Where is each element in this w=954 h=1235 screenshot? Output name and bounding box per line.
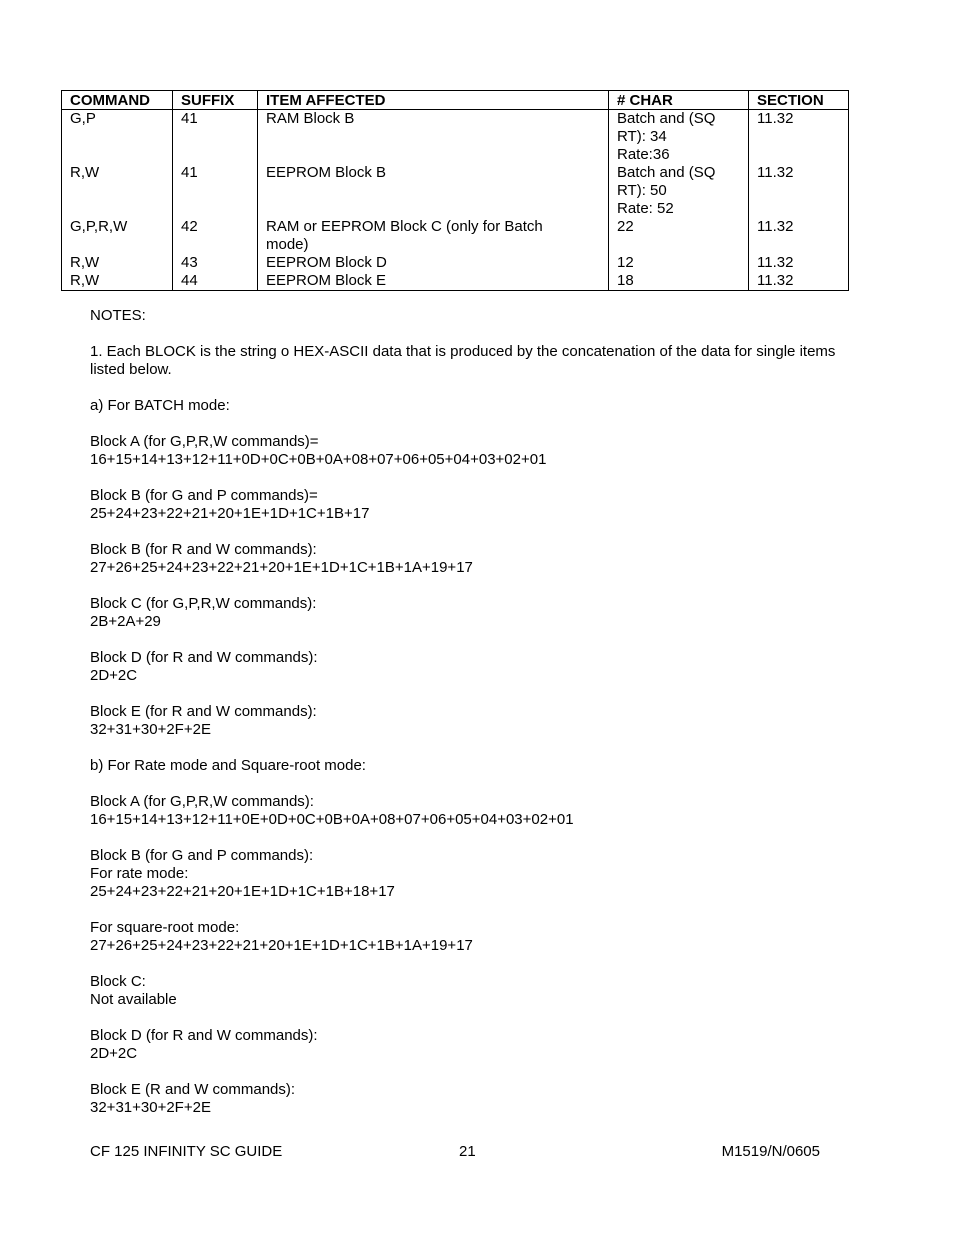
note-block-a-rate: Block A (for G,P,R,W commands): 16+15+14+13+12+11+0E+0D+0C+0B+0A+08+07+06+05+04+03+02+01 xyxy=(90,793,574,828)
cell-command: G,P,R,W xyxy=(62,218,173,254)
note-subheading-batch: a) For BATCH mode: xyxy=(90,397,230,414)
cell-suffix: 41 xyxy=(173,164,258,218)
table-row xyxy=(62,164,849,218)
table-row xyxy=(62,110,849,165)
cell-command: R,W xyxy=(62,272,173,291)
cell-char-count: 22 xyxy=(609,218,749,254)
note-block-b-gp-batch: Block B (for G and P commands)= 25+24+23+22+21+20+1E+1D+1C+1B+17 xyxy=(90,487,370,522)
note-paragraph: 1. Each BLOCK is the string o HEX-ASCII data that is produced by the concatenation of the data for single items listed below. xyxy=(90,343,836,378)
cell-char-count: Batch and (SQ RT): 50 Rate: 52 xyxy=(609,164,749,218)
cell-suffix: 41 xyxy=(173,110,258,165)
cell-command: G,P xyxy=(62,110,173,165)
note-block-c-rate: Block C: Not available xyxy=(90,973,177,1008)
table-row xyxy=(62,254,849,272)
cell-item-affected: EEPROM Block E xyxy=(258,272,609,291)
header-section: SECTION xyxy=(749,91,849,110)
notes-heading: NOTES: xyxy=(90,307,146,324)
cell-section: 11.32 xyxy=(749,254,849,272)
command-table xyxy=(61,90,849,291)
notes-section xyxy=(90,307,850,1135)
note-subheading-rate: b) For Rate mode and Square-root mode: xyxy=(90,757,366,774)
note-block-e-batch: Block E (for R and W commands): 32+31+30+2F+2E xyxy=(90,703,317,738)
note-block-b-rw-batch: Block B (for R and W commands): 27+26+25+24+23+22+21+20+1E+1D+1C+1B+1A+19+17 xyxy=(90,541,473,576)
note-block-a-batch: Block A (for G,P,R,W commands)= 16+15+14+13+12+11+0D+0C+0B+0A+08+07+06+05+04+03+02+01 xyxy=(90,433,547,468)
cell-section: 11.32 xyxy=(749,110,849,165)
header-command: COMMAND xyxy=(62,91,173,110)
footer-document-code: M1519/N/0605 xyxy=(721,1143,820,1160)
cell-char-count: Batch and (SQ RT): 34 Rate:36 xyxy=(609,110,749,165)
page-footer xyxy=(90,1143,820,1161)
cell-suffix: 44 xyxy=(173,272,258,291)
cell-command: R,W xyxy=(62,164,173,218)
cell-item-affected: RAM Block B xyxy=(258,110,609,165)
header-suffix: SUFFIX xyxy=(173,91,258,110)
note-block-d-batch: Block D (for R and W commands): 2D+2C xyxy=(90,649,318,684)
table-header-row xyxy=(62,91,849,110)
note-block-e-rate: Block E (R and W commands): 32+31+30+2F+2E xyxy=(90,1081,296,1116)
header-item-affected: ITEM AFFECTED xyxy=(258,91,609,110)
note-block-b-rate: Block B (for G and P commands): For rate mode: 25+24+23+22+21+20+1E+1D+1C+1B+18+17 xyxy=(90,847,395,900)
table-row xyxy=(62,272,849,291)
cell-section: 11.32 xyxy=(749,218,849,254)
cell-suffix: 42 xyxy=(173,218,258,254)
cell-section: 11.32 xyxy=(749,272,849,291)
note-block-d-rate: Block D (for R and W commands): 2D+2C xyxy=(90,1027,318,1062)
note-block-b-sqrt: For square-root mode: 27+26+25+24+23+22+21+20+1E+1D+1C+1B+1A+19+17 xyxy=(90,919,473,954)
cell-suffix: 43 xyxy=(173,254,258,272)
note-block-c-batch: Block C (for G,P,R,W commands): 2B+2A+29 xyxy=(90,595,317,630)
cell-char-count: 18 xyxy=(609,272,749,291)
cell-section: 11.32 xyxy=(749,164,849,218)
footer-page-number: 21 xyxy=(459,1143,476,1160)
table-row xyxy=(62,218,849,254)
cell-command: R,W xyxy=(62,254,173,272)
footer-document-title: CF 125 INFINITY SC GUIDE xyxy=(90,1143,283,1160)
cell-char-count: 12 xyxy=(609,254,749,272)
cell-item-affected: EEPROM Block B xyxy=(258,164,609,218)
header-char-count: # CHAR xyxy=(609,91,749,110)
cell-item-affected: EEPROM Block D xyxy=(258,254,609,272)
cell-item-affected: RAM or EEPROM Block C (only for Batch mode) xyxy=(258,218,609,254)
